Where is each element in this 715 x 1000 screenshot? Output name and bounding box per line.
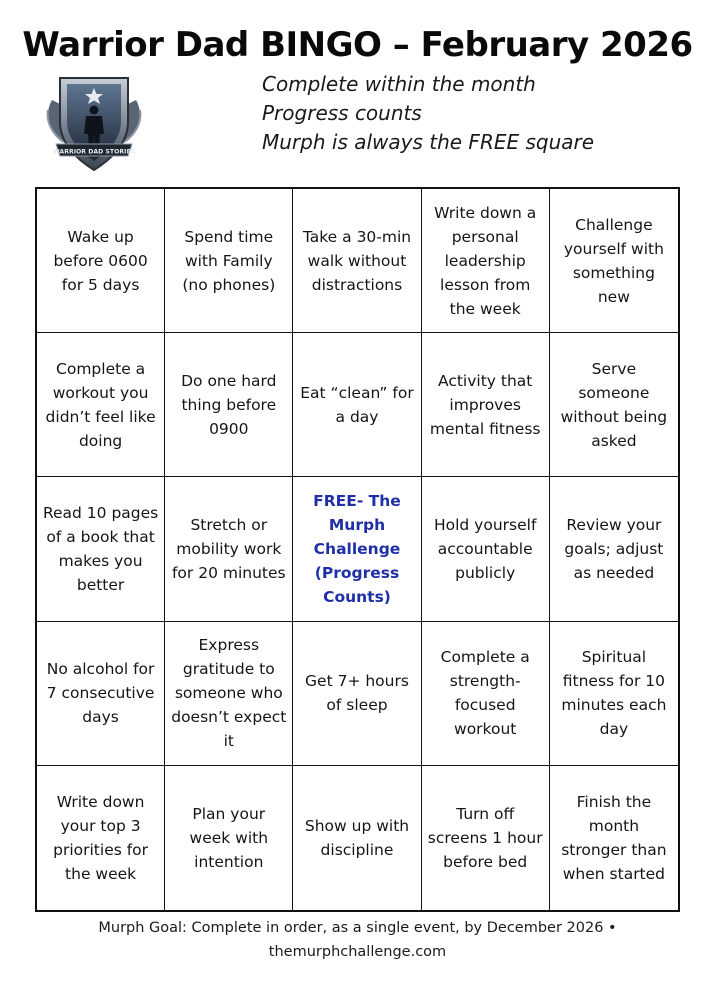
bingo-square: Do one hard thing before 0900 bbox=[165, 333, 293, 477]
bingo-board bbox=[35, 187, 680, 912]
footer bbox=[0, 916, 715, 964]
page-title: Warrior Dad BINGO – February 2026 bbox=[22, 25, 693, 65]
bingo-square: Spend time with Family (no phones) bbox=[165, 189, 293, 333]
bingo-square: Stretch or mobility work for 20 minutes bbox=[165, 477, 293, 621]
bingo-square: Eat “clean” for a day bbox=[293, 333, 421, 477]
bingo-square: Turn off screens 1 hour before bed bbox=[422, 766, 550, 910]
shield-winged-soldier-icon bbox=[40, 70, 148, 176]
rule-item: Progress counts bbox=[262, 101, 422, 125]
warrior-dad-stories-logo bbox=[40, 70, 148, 176]
bingo-square: Review your goals; adjust as needed bbox=[550, 477, 678, 621]
bingo-square: Read 10 pages of a book that makes you better bbox=[37, 477, 165, 621]
bingo-square: Complete a workout you didn’t feel like doing bbox=[37, 333, 165, 477]
bingo-square: Complete a strength-focused workout bbox=[422, 622, 550, 766]
footer-website: themurphchallenge.com bbox=[268, 944, 447, 960]
bingo-square: No alcohol for 7 consecutive days bbox=[37, 622, 165, 766]
bingo-square: Write down your top 3 priorities for the week bbox=[37, 766, 165, 910]
bingo-square: Write down a personal leadership lesson from the week bbox=[422, 189, 550, 333]
bingo-square: Plan your week with intention bbox=[165, 766, 293, 910]
bingo-square: Finish the month stronger than when started bbox=[561, 792, 667, 883]
bingo-square: Express gratitude to someone who doesn’t expect it bbox=[165, 622, 293, 766]
rule-item: Murph is always the FREE square bbox=[262, 130, 595, 154]
bingo-square: Show up with discipline bbox=[293, 766, 421, 910]
bingo-square: Get 7+ hours of sleep bbox=[293, 622, 421, 766]
bingo-square: Wake up before 0600 for 5 days bbox=[37, 189, 165, 333]
rules-list bbox=[262, 70, 702, 157]
logo-text: WARRIOR DAD STORIES bbox=[52, 148, 136, 156]
bingo-square: Challenge yourself with something new bbox=[550, 189, 678, 333]
footer-goal-text: Murph Goal: Complete in order, as a single event, by December 2026 • bbox=[98, 920, 617, 936]
bingo-square: Activity that improves mental fitness bbox=[422, 333, 550, 477]
bingo-square: Spiritual fitness for 10 minutes each day bbox=[550, 622, 678, 766]
bingo-square: Take a 30-min walk without distractions bbox=[293, 189, 421, 333]
bingo-square: Serve someone without being asked bbox=[550, 333, 678, 477]
bingo-square: Hold yourself accountable publicly bbox=[422, 477, 550, 621]
bingo-free-square: FREE- The Murph Challenge (Progress Counts) bbox=[293, 477, 421, 621]
rule-item: Complete within the month bbox=[262, 72, 536, 96]
